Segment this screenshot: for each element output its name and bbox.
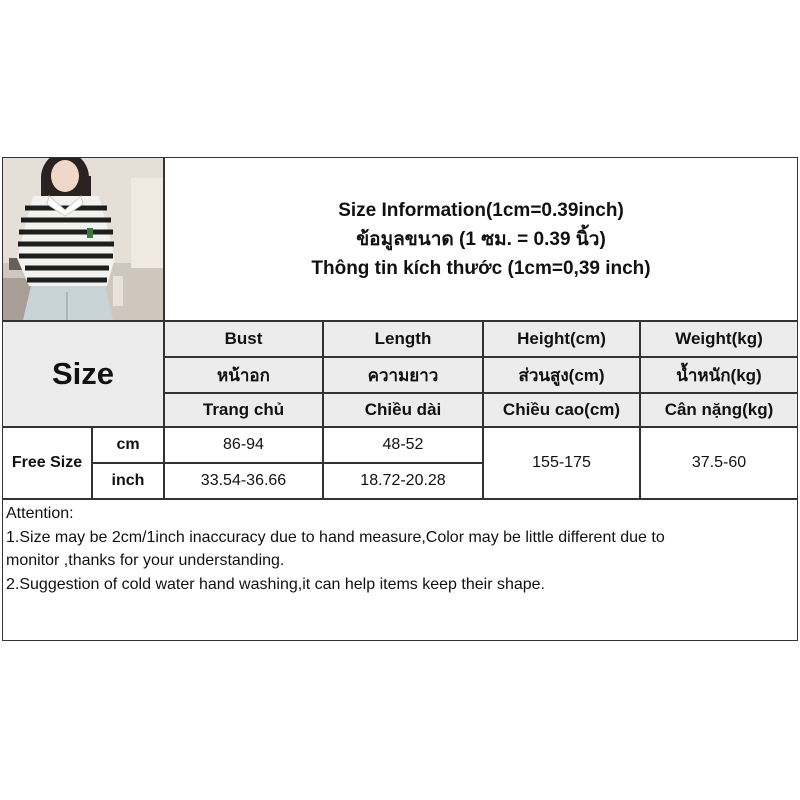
header-length-vi: Chiều dài — [323, 393, 483, 427]
attention-notes — [2, 499, 798, 641]
size-information-title — [164, 157, 798, 321]
height-value: 155-175 — [483, 427, 640, 499]
header-weight-vi: Cân nặng(kg) — [640, 393, 798, 427]
header-weight-th: น้ำหนัก(kg) — [640, 357, 798, 393]
header-weight-en: Weight(kg) — [640, 321, 798, 357]
title-vietnamese: Thông tin kích thước (1cm=0,39 inch) — [311, 257, 651, 279]
length-cm-value: 48-52 — [323, 427, 483, 463]
attention-heading: Attention: — [6, 505, 74, 522]
header-bust-th: หน้าอก — [164, 357, 323, 393]
attention-note-2: 2.Suggestion of cold water hand washing,it can help items keep their shape. — [6, 575, 545, 593]
length-inch-value: 18.72-20.28 — [323, 463, 483, 499]
attention-note-1-cont: monitor ,thanks for your understanding. — [6, 552, 285, 569]
product-photo — [2, 157, 164, 321]
weight-value: 37.5-60 — [640, 427, 798, 499]
header-height-vi: Chiều cao(cm) — [483, 393, 640, 427]
size-label: Size — [2, 321, 164, 427]
header-bust-vi: Trang chủ — [164, 393, 323, 427]
attention-note-1: 1.Size may be 2cm/1inch inaccuracy due to hand measure,Color may be little different due to — [6, 528, 665, 546]
header-bust-en: Bust — [164, 321, 323, 357]
size-chart — [2, 157, 798, 641]
unit-inch: inch — [92, 463, 164, 499]
header-height-th: ส่วนสูง(cm) — [483, 357, 640, 393]
title-english: Size Information(1cm=0.39inch) — [338, 199, 624, 221]
header-height-en: Height(cm) — [483, 321, 640, 357]
title-thai: ข้อมูลขนาด (1 ซม. = 0.39 นิ้ว) — [356, 228, 606, 250]
header-length-en: Length — [323, 321, 483, 357]
header-length-th: ความยาว — [323, 357, 483, 393]
row-label-free-size: Free Size — [2, 427, 92, 499]
bust-inch-value: 33.54-36.66 — [164, 463, 323, 499]
model-photo-illustration — [3, 158, 163, 320]
bust-cm-value: 86-94 — [164, 427, 323, 463]
unit-cm: cm — [92, 427, 164, 463]
